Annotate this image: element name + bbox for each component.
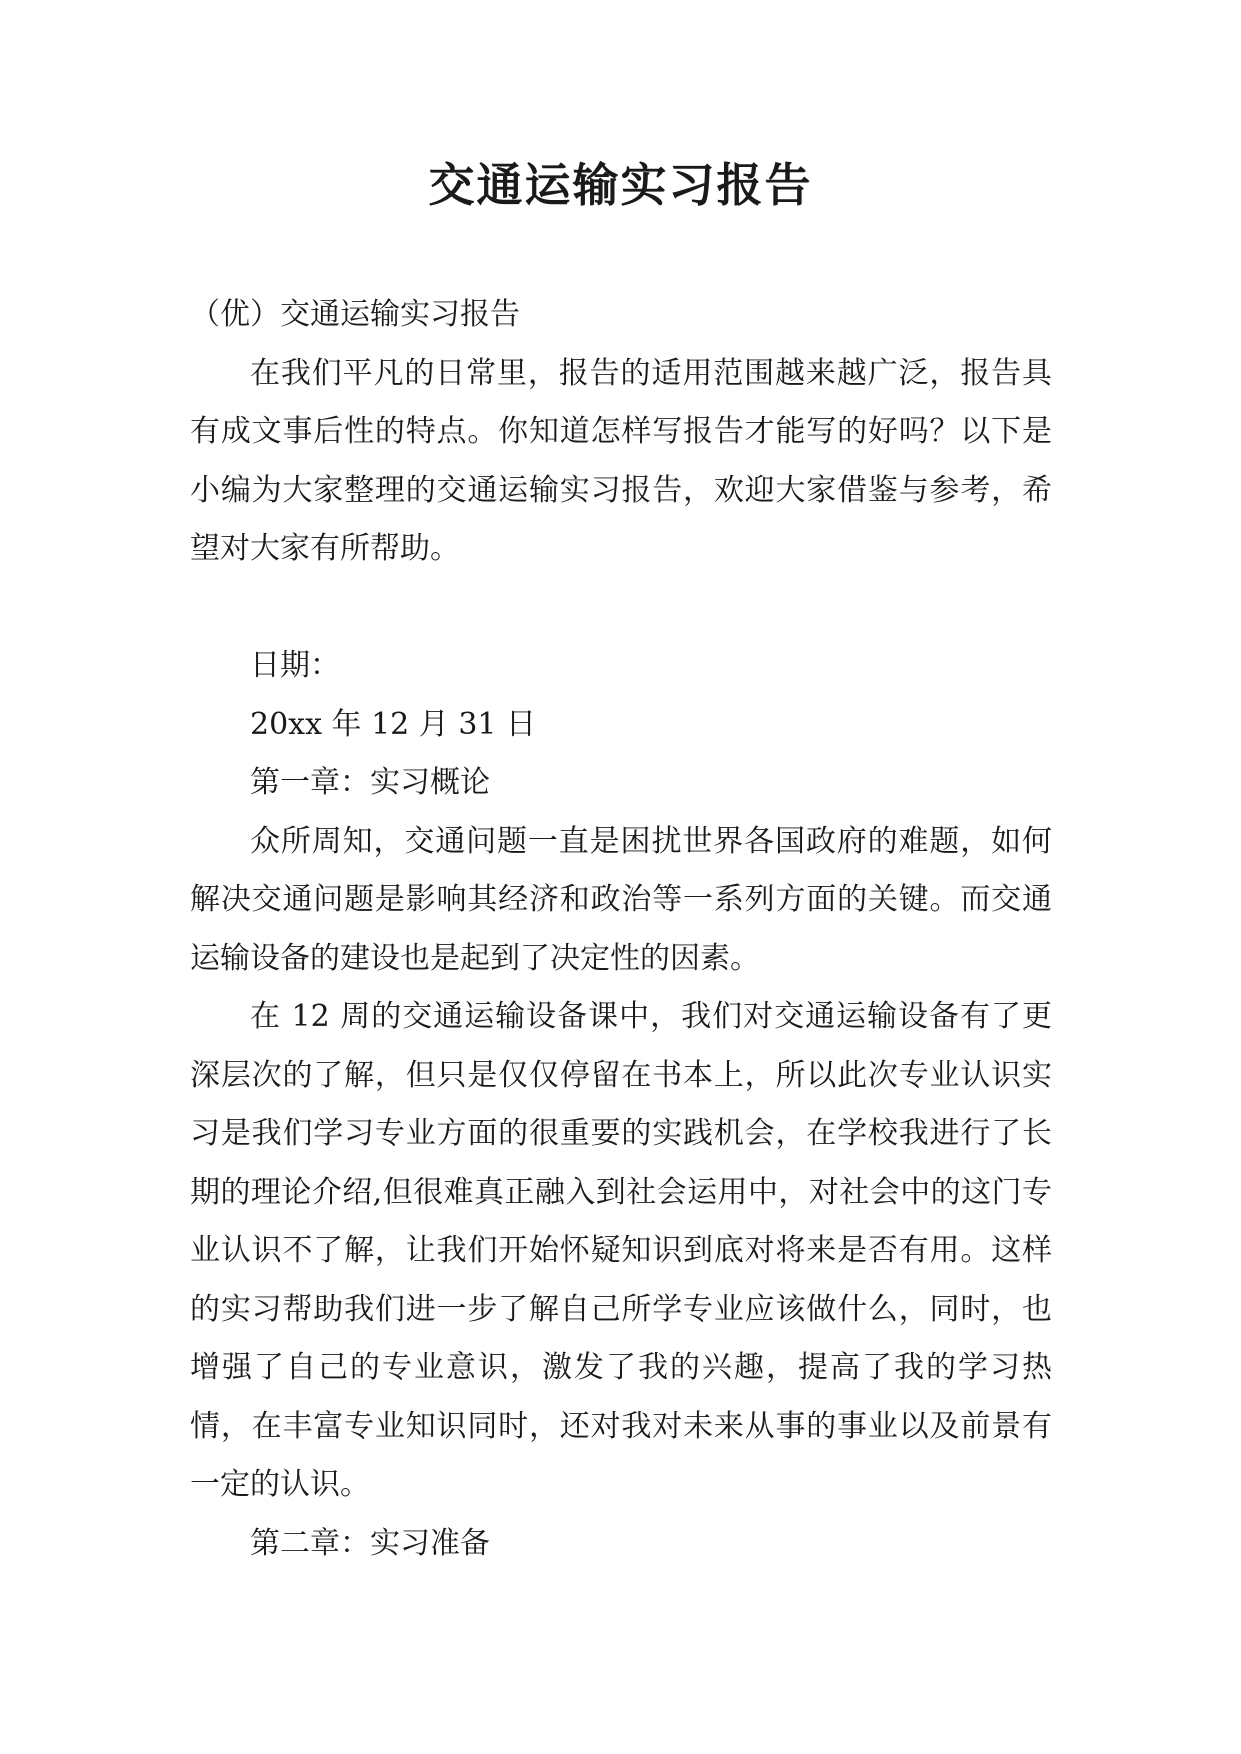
document-body bbox=[190, 286, 1052, 1573]
chapter-2-heading: 第二章：实习准备 bbox=[250, 1525, 490, 1561]
chapter-1-paragraph-1: 众所周知，交通问题一直是困扰世界各国政府的难题，如何解决交通问题是影响其经济和政治等一系列方面的关键。而交通运输设备的建设也是起到了决定性的因素。 bbox=[190, 823, 1052, 976]
date-value: 20xx 年 12 月 31 日 bbox=[250, 706, 537, 742]
intro-paragraph: 在我们平凡的日常里，报告的适用范围越来越广泛，报告具有成文事后性的特点。你知道怎样写报告才能写的好吗？以下是小编为大家整理的交通运输实习报告，欢迎大家借鉴与参考，希望对大家有所帮助。 bbox=[190, 355, 1052, 566]
blank-line bbox=[190, 579, 1052, 638]
document-subtitle: （优）交通运输实习报告 bbox=[190, 297, 520, 332]
date-label: 日期： bbox=[250, 648, 340, 683]
document-title: 交通运输实习报告 bbox=[428, 158, 813, 212]
chapter-1-paragraph-2: 在 12 周的交通运输设备课中，我们对交通运输设备有了更深层次的了解，但只是仅仅停留在书本上，所以此次专业认识实习是我们学习专业方面的很重要的实践机会，在学校我进行了长期的理论介绍,但很难真正融入到社会运用中，对社会中的这门专业认识不了解，让我们开始怀疑知识到底对将来是否有用。这样的实习帮助我们进一步了解自己所学专业应该做什么，同时，也增强了自己的专业意识，激发了我的兴趣，提高了我的学习热情，在丰富专业知识同时，还对我对未来从事的事业以及前景有一定的认识。 bbox=[190, 999, 1052, 1502]
chapter-1-heading: 第一章：实习概论 bbox=[250, 765, 490, 800]
